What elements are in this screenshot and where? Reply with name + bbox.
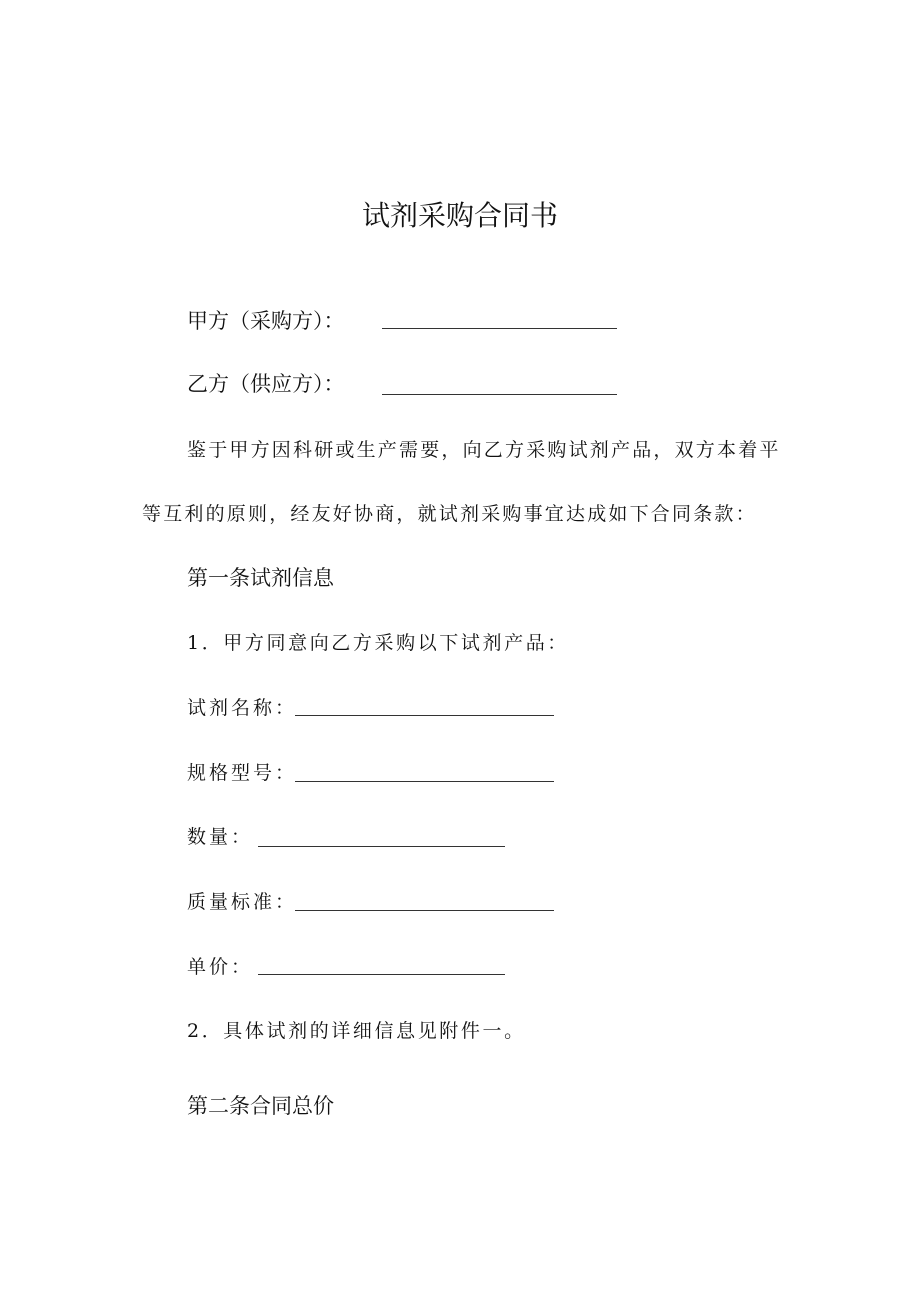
article-2-heading: 第二条合同总价 <box>187 1094 334 1118</box>
field-line-quantity <box>258 846 505 847</box>
field-label-quantity: 数量： <box>187 826 254 848</box>
field-label-specification: 规格型号： <box>187 762 298 784</box>
party-b-label: 乙方（供应方）： <box>187 372 345 396</box>
field-line-reagent-name <box>295 715 554 716</box>
article-1-item-2: 2．具体试剂的详细信息见附件一。 <box>187 1020 526 1042</box>
article-1-heading: 第一条试剂信息 <box>187 566 334 590</box>
party-a-label: 甲方（采购方）： <box>187 309 345 333</box>
party-a-blank-line <box>382 328 617 329</box>
field-label-reagent-name: 试剂名称： <box>187 697 298 719</box>
field-line-quality-standard <box>295 910 554 911</box>
intro-paragraph-line-2: 等互利的原则，经友好协商，就试剂采购事宜达成如下合同条款： <box>142 503 757 525</box>
field-label-quality-standard: 质量标准： <box>187 891 298 913</box>
party-b-blank-line <box>382 394 617 395</box>
document-title: 试剂采购合同书 <box>361 199 558 232</box>
field-label-unit-price: 单价： <box>187 956 254 978</box>
intro-paragraph-line-1: 鉴于甲方因科研或生产需要，向乙方采购试剂产品，双方本着平 <box>187 439 781 461</box>
field-line-unit-price <box>258 974 505 975</box>
article-1-item-1: 1．甲方同意向乙方采购以下试剂产品： <box>187 632 569 654</box>
field-line-specification <box>295 781 554 782</box>
